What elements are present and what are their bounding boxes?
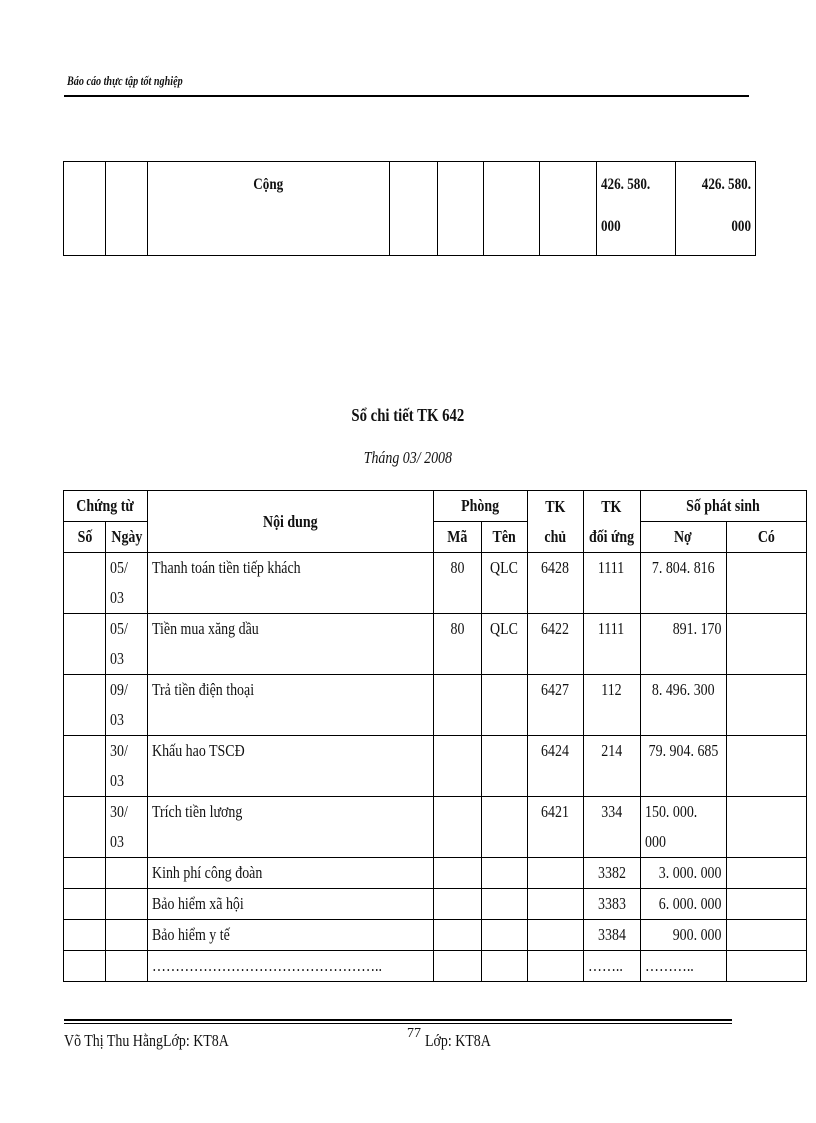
row-credit [726,736,806,797]
row-tk: 6424 [527,736,583,797]
row-contra: 3383 [583,889,640,920]
header-content: Nội dung [148,491,434,553]
row-content: Kinh phí công đoàn [148,858,434,889]
header-divider [64,95,749,97]
header-number: Số [64,522,106,553]
row-contra: 1111 [583,614,640,675]
table-row [64,858,807,889]
table-row [64,614,807,675]
row-name: QLC [481,614,527,675]
footer-class: Lớp: KT8A [425,1031,491,1050]
row-credit [726,797,806,858]
row-credit [726,675,806,736]
ledger-subtitle: Tháng 03/ 2008 [363,448,453,467]
table-row [64,736,807,797]
row-debit: 79. 904. 685 [640,736,726,797]
row-credit [726,553,806,614]
total-debit: 426. 580. 000 [597,162,676,256]
row-content: Trích tiền lương [148,797,434,858]
header-tk-main: TK chủ [527,491,583,553]
page-number: 77 [407,1026,421,1041]
row-contra: 1111 [583,553,640,614]
total-credit: 426. 580. 000 [676,162,756,256]
table-row [64,797,807,858]
header-department: Phòng [433,491,527,522]
header-voucher: Chứng từ [64,491,148,522]
row-debit: ……….. [640,951,726,982]
row-contra: 334 [583,797,640,858]
row-content: Bảo hiểm xã hội [148,889,434,920]
row-content: Tiền mua xăng dầu [148,614,434,675]
table-row [64,951,807,982]
row-name: QLC [481,553,527,614]
header-date: Ngày [106,522,148,553]
row-content: Khấu hao TSCĐ [148,736,434,797]
row-debit: 150. 000. 000 [640,797,726,858]
footer-author: Võ Thị Thu HằngLớp: KT8A [64,1031,229,1050]
previous-ledger-total-table [63,161,756,256]
row-contra: …….. [583,951,640,982]
row-tk: 6422 [527,614,583,675]
row-debit: 8. 496. 300 [640,675,726,736]
header-tk-contra: TK đối ứng [583,491,640,553]
report-header-title: Báo cáo thực tập tốt nghiệp [67,73,183,88]
row-tk: 6427 [527,675,583,736]
header-code: Mã [433,522,481,553]
row-code: 80 [433,614,481,675]
total-row [64,162,756,256]
row-contra: 214 [583,736,640,797]
row-credit [726,889,806,920]
footer-divider-thin [64,1023,732,1024]
table-row [64,920,807,951]
row-content: ………………………………………….. [148,951,434,982]
row-debit: 6. 000. 000 [640,889,726,920]
ledger-table [63,490,807,982]
row-debit: 7. 804. 816 [640,553,726,614]
header-arising: Số phát sinh [640,491,806,522]
ledger-title: Sổ chi tiết TK 642 [351,405,465,425]
row-tk: 6421 [527,797,583,858]
table-row [64,889,807,920]
row-date: 30/ 03 [106,797,148,858]
row-credit [726,920,806,951]
footer-divider [64,1019,732,1021]
row-code: 80 [433,553,481,614]
table-row [64,553,807,614]
header-credit: Có [726,522,806,553]
row-content: Bảo hiểm y tế [148,920,434,951]
row-credit [726,614,806,675]
header-name: Tên [481,522,527,553]
header-row-1 [64,491,807,522]
row-debit: 3. 000. 000 [640,858,726,889]
row-credit [726,951,806,982]
row-date: 09/ 03 [106,675,148,736]
row-credit [726,858,806,889]
row-tk: 6428 [527,553,583,614]
table-row [64,675,807,736]
total-label: Cộng [253,176,284,193]
row-date: 30/ 03 [106,736,148,797]
row-contra: 112 [583,675,640,736]
row-debit: 891. 170 [640,614,726,675]
header-debit: Nợ [640,522,726,553]
row-contra: 3382 [583,858,640,889]
row-content: Thanh toán tiền tiếp khách [148,553,434,614]
row-contra: 3384 [583,920,640,951]
row-date: 05/ 03 [106,614,148,675]
row-content: Trả tiền điện thoại [148,675,434,736]
row-debit: 900. 000 [640,920,726,951]
row-date: 05/ 03 [106,553,148,614]
